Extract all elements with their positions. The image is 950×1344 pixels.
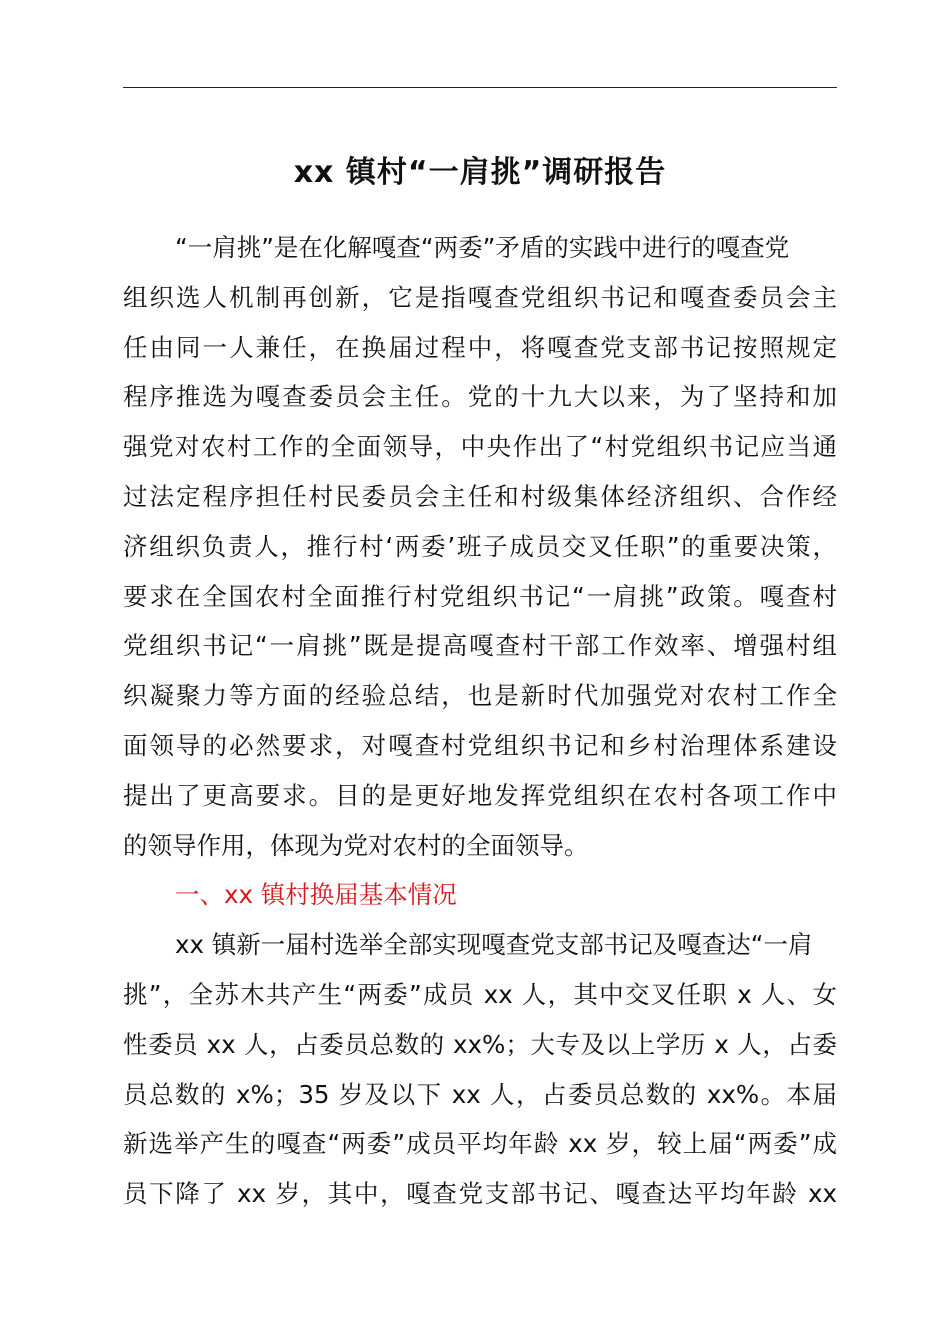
body-text-line: 提出了更高要求。目的是更好地发挥党组织在农村各项工作中 (123, 780, 837, 810)
body-text-line: 强党对农村工作的全面领导，中央作出了“村党组织书记应当通 (123, 432, 837, 462)
body-text-line: 过法定程序担任村民委员会主任和村级集体经济组织、合作经 (123, 482, 837, 511)
body-text-line: 任由同一人兼任，在换届过程中，将嘎查党支部书记按照规定 (123, 332, 837, 362)
body-text-line: 党组织书记“一肩挑”既是提高嘎查村干部工作效率、增强村组 (123, 631, 837, 661)
body-text-line: 员总数的 x%；35 岁及以下 xx 人，占委员总数的 xx%。本届 (123, 1079, 837, 1109)
body-text-line: 性委员 xx 人，占委员总数的 xx%；大专及以上学历 x 人，占委 (123, 1029, 837, 1059)
body-text-line: 的领导作用，体现为党对农村的全面领导。 (123, 830, 589, 860)
body-text-line: 新选举产生的嘎查“两委”成员平均年龄 xx 岁，较上届“两委”成 (123, 1129, 837, 1159)
body-text-line: 要求在全国农村全面推行村党组织书记“一肩挑”政策。嘎查村 (123, 581, 837, 611)
body-text-line: xx 镇新一届村选举全部实现嘎查党支部书记及嘎查达“一肩 (175, 930, 813, 960)
header-rule (123, 87, 837, 88)
section-heading: 一、xx 镇村换届基本情况 (175, 880, 457, 910)
body-text-line: 员下降了 xx 岁，其中，嘎查党支部书记、嘎查达平均年龄 xx (123, 1179, 837, 1209)
body-text-line: “一肩挑”是在化解嘎查“两委”矛盾的实践中进行的嘎查党 (175, 233, 790, 262)
document-title: xx 镇村“一肩挑”调研报告 (293, 155, 667, 190)
body-text-line: 济组织负责人，推行村‘两委’班子成员交叉任职”的重要决策， (123, 531, 837, 561)
body-text-line: 挑”，全苏木共产生“两委”成员 xx 人，其中交叉任职 x 人、女 (123, 980, 837, 1009)
body-text-line: 织凝聚力等方面的经验总结，也是新时代加强党对农村工作全 (123, 681, 837, 711)
body-text-line: 组织选人机制再创新，它是指嘎查党组织书记和嘎查委员会主 (123, 282, 837, 312)
body-text-line: 程序推选为嘎查委员会主任。党的十九大以来，为了坚持和加 (123, 382, 837, 412)
body-text-line: 面领导的必然要求，对嘎查村党组织书记和乡村治理体系建设 (123, 731, 837, 760)
